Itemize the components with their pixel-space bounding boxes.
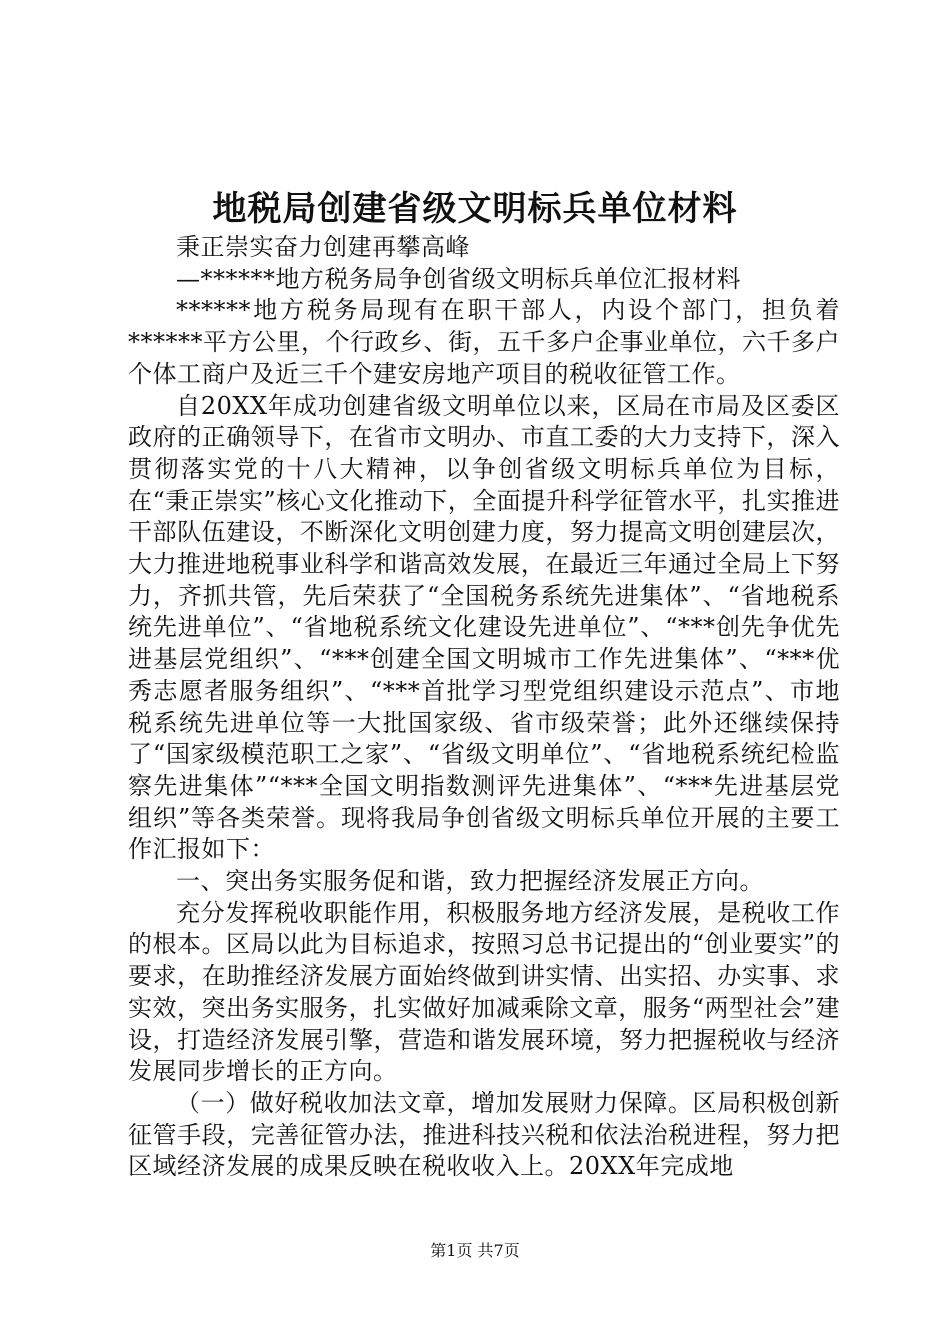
section-heading: 一、突出务实服务促和谐，致力把握经济发展正方向。: [176, 867, 764, 896]
body-paragraph: 自20XX年成功创建省级文明单位以来，区局在市局及区委区政府的正确领导下，在省市文明办、市直工委的大力支持下，深入贯彻落实党的十八大精神，以争创省级文明标兵单位为目标，在“秉正崇实”核心文化推动下，全面提升科学征管水平，扎实推进干部队伍建设，不断深化文明创建力度，努力提高文明创建层次，大力推进地税事业科学和谐高效发展，在最近三年通过全局上下努力，齐抓共管，先后荣获了“全国税务系统先进集体”、“省地税系统先进单位”、“省地税系统文化建设先进单位”、“***创先争优先进基层党组织”、“***创建全国文明城市工作先进集体”、“***优秀志愿者服务组织”、“***首批学习型党组织建设示范点”、市地税系统先进单位等一大批国家级、省市级荣誉；此外还继续保持了“国家级模范职工之家”、“省级文明单位”、“省地税系统纪检监察先进集体”“***全国文明指数测评先进集体”、“***先进基层党组织”等各类荣誉。现将我局争创省级文明标兵单位开展的主要工作汇报如下：: [128, 391, 840, 864]
subtitle-line: 秉正崇实奋力创建再攀高峰: [176, 233, 470, 261]
subtitle-line: —******地方税务局争创省级文明标兵单位汇报材料: [176, 264, 741, 293]
page-footer: 第1页 共7页: [430, 1241, 520, 1260]
document-title: 地税局创建省级文明标兵单位材料: [212, 189, 738, 229]
body-paragraph: （一）做好税收加法文章，增加发展财力保障。区局积极创新征管手段，完善征管办法，推进科技兴税和依法治税进程，努力把区域经济发展的成果反映在税收收入上。20XX年完成地: [128, 1088, 840, 1181]
document-body: [128, 232, 840, 1183]
body-paragraph: 充分发挥税收职能作用，积极服务地方经济发展，是税收工作的根本。区局以此为目标追求，按照习总书记提出的“创业要实”的要求，在助推经济发展方面始终做到讲实情、出实招、办实事、求实效，突出务实服务，扎实做好加减乘除文章，服务“两型社会”建设，打造经济发展引擎，营造和谐发展环境，努力把握税收与经济发展同步增长的正方向。: [128, 898, 840, 1086]
body-paragraph: ******地方税务局现有在职干部人，内设个部门，担负着******平方公里，个行政乡、街，五千多户企事业单位，六千多户个体工商户及近三千个建安房地产项目的税收征管工作。: [128, 296, 840, 388]
